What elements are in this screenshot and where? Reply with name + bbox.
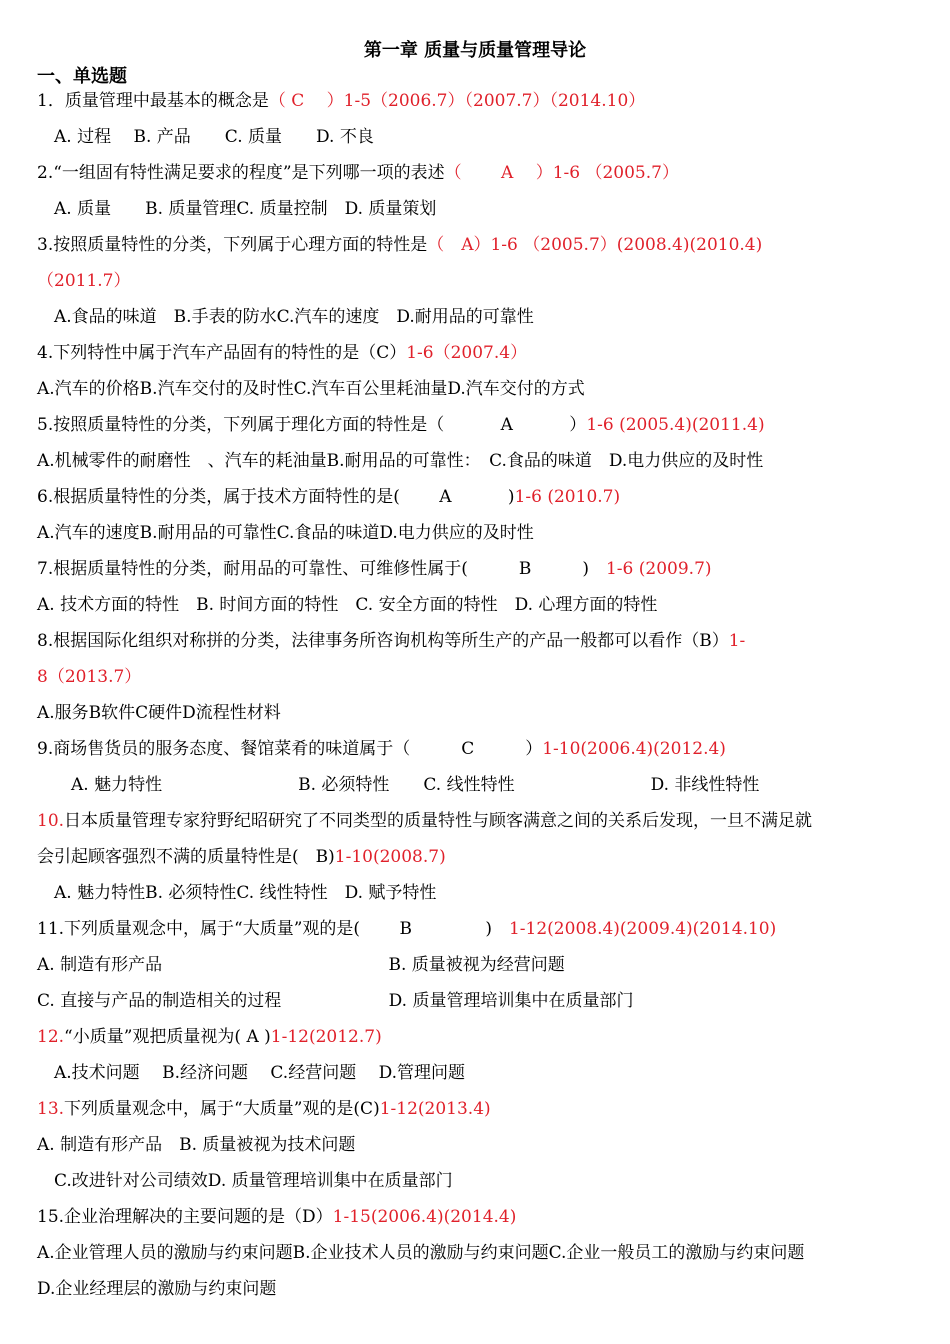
text-line [37, 556, 712, 582]
text-line [37, 88, 645, 114]
text-line [37, 196, 436, 222]
question-text: A. 制造有形产品 B. 质量被视为技术问题 [37, 1135, 356, 1155]
question-text: 3.按照质量特性的分类，下列属于心理方面的特性是 [37, 235, 428, 255]
answer-reference: 1- [728, 631, 746, 651]
answer-reference: 1-6 (2005.4)(2011.4) [586, 415, 765, 435]
answer-reference: 1-6 (2009.7) [588, 559, 712, 579]
answer-reference: 12. [37, 1027, 65, 1047]
text-line [37, 736, 726, 762]
question-text: 2.“一组固有特性满足要求的程度”是下列哪一项的表述 [37, 163, 445, 183]
question-text: 8.根据国际化组织对称拼的分类，法律事务所咨询机构等所生产的产品一般都可以看作（B） [37, 631, 729, 651]
question-text: A. 过程 B. 产品 C. 质量 D. 不良 [37, 127, 374, 147]
answer-reference: 1-6（2007.4） [406, 343, 528, 363]
question-text: 4.下列特性中属于汽车产品固有的特性的是（C） [37, 343, 407, 363]
text-line [37, 412, 765, 438]
text-line [37, 448, 763, 474]
text-line [37, 304, 534, 330]
question-text: A. 魅力特性 B. 必须特性 C. 线性特性 D. 非线性特性 [37, 775, 760, 795]
question-text: A.服务B软件C硬件D流程性材料 [37, 703, 281, 723]
question-text: 会引起顾客强烈不满的质量特性是( B) [37, 847, 335, 867]
text-line [37, 1240, 804, 1266]
text-line [37, 880, 436, 906]
question-text: 11.下列质量观念中，属于“大质量”观的是( B ) [37, 919, 492, 939]
question-text: A.汽车的速度B.耐用品的可靠性C.食品的味道D.电力供应的及时性 [37, 523, 534, 543]
question-text: A.食品的味道 B.手表的防水C.汽车的速度 D.耐用品的可靠性 [37, 307, 534, 327]
answer-reference: 10. [37, 811, 65, 831]
text-line [37, 700, 281, 726]
text-line [37, 664, 141, 690]
question-text: A.机械零件的耐磨性 、汽车的耗油量B.耐用品的可靠性： C.食品的味道 D.电力供应的及时性 [37, 451, 764, 471]
answer-reference: 1-12(2008.4)(2009.4)(2014.10) [491, 919, 777, 939]
text-line [37, 772, 759, 798]
answer-reference: 1-10(2008.7) [334, 847, 446, 867]
text-line [37, 1024, 382, 1050]
answer-reference: 1-15(2006.4)(2014.4) [332, 1207, 517, 1227]
text-line [37, 592, 657, 618]
question-text: A.企业管理人员的激励与约束问题B.企业技术人员的激励与约束问题C.企业一般员工的激励与约束问题 [37, 1243, 805, 1263]
answer-reference: 13. [37, 1099, 65, 1119]
text-line [37, 124, 374, 150]
answer-reference: 1-6 (2010.7) [514, 487, 621, 507]
question-text: A.技术问题 B.经济问题 C.经营问题 D.管理问题 [37, 1063, 466, 1083]
answer-reference: 1-12(2012.7) [270, 1027, 382, 1047]
text-line [37, 376, 585, 402]
text-line [37, 628, 745, 654]
answer-reference: （ A）1-6 （2005.7）(2008.4)(2010.4) [427, 235, 763, 255]
text-line [37, 844, 446, 870]
question-text: A. 技术方面的特性 B. 时间方面的特性 C. 安全方面的特性 D. 心理方面的特性 [37, 595, 658, 615]
question-text: “小质量”观把质量视为( A ) [64, 1027, 271, 1047]
answer-reference: 1-12(2013.4) [379, 1099, 491, 1119]
text-line [37, 1132, 355, 1158]
question-text: A. 魅力特性B. 必须特性C. 线性特性 D. 赋予特性 [37, 883, 437, 903]
text-line [37, 520, 534, 546]
question-text: 下列质量观念中，属于“大质量”观的是(C) [64, 1099, 380, 1119]
chapter-title: 第一章 质量与质量管理导论 [363, 40, 587, 61]
question-text: 6.根据质量特性的分类，属于技术方面特性的是( A ) [37, 487, 515, 507]
question-text: 9.商场售货员的服务态度、餐馆菜肴的味道属于（ C ） [37, 739, 543, 759]
answer-reference: （2011.7） [37, 271, 131, 291]
question-text: 日本质量管理专家狩野纪昭研究了不同类型的质量特性与顾客满意之间的关系后发现，一旦不满足就 [64, 811, 813, 831]
text-line [37, 268, 130, 294]
text-line [37, 988, 633, 1014]
answer-reference: 8（2013.7） [37, 667, 142, 687]
text-line [37, 1060, 465, 1086]
question-text: C. 直接与产品的制造相关的过程 D. 质量管理培训集中在质量部门 [37, 991, 634, 1011]
text-line [37, 952, 565, 978]
question-text: A. 制造有形产品 B. 质量被视为经营问题 [37, 955, 565, 975]
question-text: A. 质量 B. 质量管理C. 质量控制 D. 质量策划 [37, 199, 437, 219]
answer-reference: （ A ）1-6 （2005.7） [444, 163, 679, 183]
text-line [37, 232, 762, 258]
text-line [37, 808, 812, 834]
answer-reference: （ C ）1-5（2006.7）（2007.7）（2014.10） [268, 91, 646, 111]
question-text: A.汽车的价格B.汽车交付的及时性C.汽车百公里耗油量D.汽车交付的方式 [37, 379, 585, 399]
question-text: 1．质量管理中最基本的概念是 [37, 91, 269, 111]
section-heading: 一、单选题 [37, 66, 127, 87]
question-text: C.改进针对公司绩效D. 质量管理培训集中在质量部门 [37, 1171, 453, 1191]
text-line [37, 484, 620, 510]
text-line [37, 1168, 453, 1194]
text-line [37, 1276, 276, 1302]
question-text: D.企业经理层的激励与约束问题 [37, 1279, 277, 1299]
answer-reference: 1-10(2006.4)(2012.4) [542, 739, 726, 759]
text-line [37, 340, 527, 366]
question-text: 15.企业治理解决的主要问题的是（D） [37, 1207, 333, 1227]
question-text: 7.根据质量特性的分类，耐用品的可靠性、可维修性属于( B ) [37, 559, 589, 579]
text-line [37, 1096, 491, 1122]
question-text: 5.按照质量特性的分类，下列属于理化方面的特性是（ A ） [37, 415, 587, 435]
text-line [37, 1204, 516, 1230]
text-line [37, 916, 776, 942]
text-line [37, 160, 679, 186]
